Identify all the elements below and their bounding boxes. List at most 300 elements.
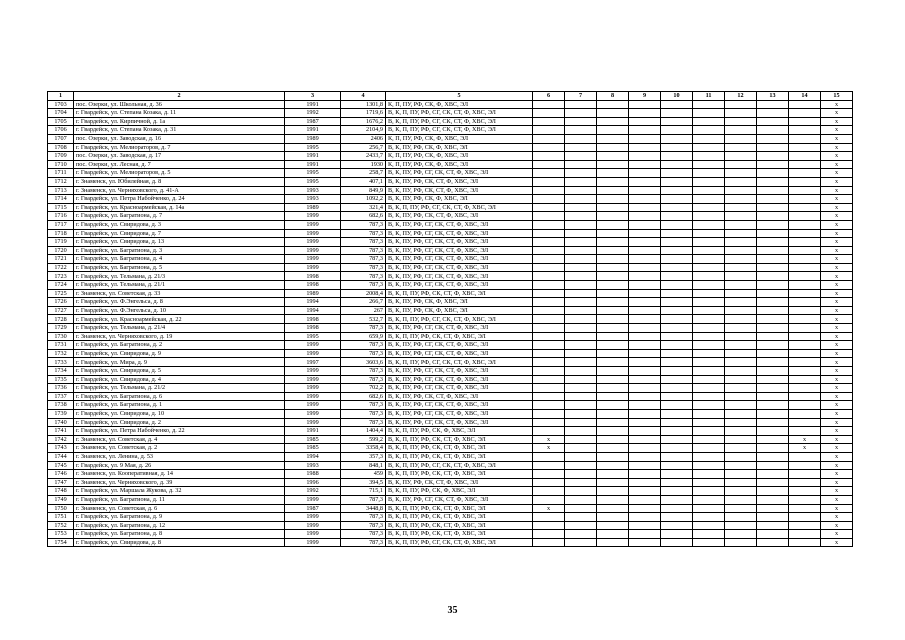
services-cell: В, К, П, ПУ, РФ, СГ, СК, СТ, Ф, ХВС, ЭЛ bbox=[386, 203, 533, 212]
mark-cell-col-12 bbox=[725, 306, 757, 315]
total-area-cell: 787,3 bbox=[341, 324, 386, 333]
mark-cell-col-11 bbox=[693, 427, 725, 436]
mark-cell-col-10 bbox=[661, 160, 693, 169]
mark-cell-col-15: x bbox=[821, 246, 853, 255]
address-cell: г. Гвардейск, ул. Петра Набойченко, д. 22 bbox=[74, 427, 285, 436]
mark-cell-col-8 bbox=[597, 220, 629, 229]
mark-cell-col-14 bbox=[789, 495, 821, 504]
services-cell: К, П, ПУ, РФ, СК, Ф, ХВС, ЭЛ bbox=[386, 100, 533, 109]
mark-cell-col-10 bbox=[661, 384, 693, 393]
mark-cell-col-11 bbox=[693, 229, 725, 238]
address-cell: г. Знаменск, ул. Черняховского, д. 41-А bbox=[74, 186, 285, 195]
mark-cell-col-6 bbox=[533, 384, 565, 393]
mark-cell-col-10 bbox=[661, 367, 693, 376]
mark-cell-col-14 bbox=[789, 263, 821, 272]
row-number-cell: 1746 bbox=[48, 470, 74, 479]
mark-cell-col-8 bbox=[597, 143, 629, 152]
mark-cell-col-11 bbox=[693, 487, 725, 496]
table-row bbox=[48, 160, 853, 169]
mark-cell-col-8 bbox=[597, 246, 629, 255]
mark-cell-col-10 bbox=[661, 315, 693, 324]
mark-cell-col-11 bbox=[693, 530, 725, 539]
services-cell: В, К, П, ПУ, РФ, СК, СТ, Ф, ХВС, ЭЛ bbox=[386, 332, 533, 341]
year-built-cell: 1999 bbox=[285, 349, 341, 358]
mark-cell-col-12 bbox=[725, 401, 757, 410]
mark-cell-col-14 bbox=[789, 134, 821, 143]
mark-cell-col-12 bbox=[725, 246, 757, 255]
mark-cell-col-13 bbox=[757, 281, 789, 290]
mark-cell-col-8 bbox=[597, 530, 629, 539]
mark-cell-col-9 bbox=[629, 186, 661, 195]
mark-cell-col-6 bbox=[533, 212, 565, 221]
row-number-cell: 1724 bbox=[48, 281, 74, 290]
table-row bbox=[48, 229, 853, 238]
mark-cell-col-8 bbox=[597, 401, 629, 410]
mark-cell-col-12 bbox=[725, 100, 757, 109]
mark-cell-col-12 bbox=[725, 298, 757, 307]
mark-cell-col-7 bbox=[565, 538, 597, 547]
mark-cell-col-10 bbox=[661, 349, 693, 358]
mark-cell-col-11 bbox=[693, 461, 725, 470]
address-cell: г. Гвардейск, ул. Ф.Энгельса, д. 10 bbox=[74, 306, 285, 315]
mark-cell-col-9 bbox=[629, 513, 661, 522]
year-built-cell: 1992 bbox=[285, 109, 341, 118]
mark-cell-col-6 bbox=[533, 521, 565, 530]
mark-cell-col-12 bbox=[725, 263, 757, 272]
table-row bbox=[48, 177, 853, 186]
mark-cell-col-10 bbox=[661, 109, 693, 118]
mark-cell-col-8 bbox=[597, 289, 629, 298]
mark-cell-col-13 bbox=[757, 418, 789, 427]
total-area-cell: 267 bbox=[341, 306, 386, 315]
mark-cell-col-13 bbox=[757, 315, 789, 324]
mark-cell-col-10 bbox=[661, 401, 693, 410]
mark-cell-col-10 bbox=[661, 169, 693, 178]
row-number-cell: 1715 bbox=[48, 203, 74, 212]
table-row bbox=[48, 169, 853, 178]
mark-cell-col-6 bbox=[533, 392, 565, 401]
row-number-cell: 1716 bbox=[48, 212, 74, 221]
year-built-cell: 1994 bbox=[285, 298, 341, 307]
mark-cell-col-10 bbox=[661, 478, 693, 487]
mark-cell-col-13 bbox=[757, 169, 789, 178]
mark-cell-col-15: x bbox=[821, 177, 853, 186]
mark-cell-col-15: x bbox=[821, 195, 853, 204]
mark-cell-col-9 bbox=[629, 367, 661, 376]
mark-cell-col-11 bbox=[693, 289, 725, 298]
year-built-cell: 1999 bbox=[285, 538, 341, 547]
total-area-cell: 1676,2 bbox=[341, 117, 386, 126]
mark-cell-col-13 bbox=[757, 367, 789, 376]
mark-cell-col-14 bbox=[789, 461, 821, 470]
mark-cell-col-10 bbox=[661, 487, 693, 496]
mark-cell-col-6 bbox=[533, 117, 565, 126]
row-number-cell: 1738 bbox=[48, 401, 74, 410]
total-area-cell: 787,3 bbox=[341, 409, 386, 418]
mark-cell-col-6: x bbox=[533, 435, 565, 444]
mark-cell-col-6 bbox=[533, 513, 565, 522]
mark-cell-col-13 bbox=[757, 444, 789, 453]
mark-cell-col-13 bbox=[757, 332, 789, 341]
mark-cell-col-8 bbox=[597, 195, 629, 204]
address-cell: г. Гвардейск, ул. Свиридова, д. 5 bbox=[74, 367, 285, 376]
table-row bbox=[48, 289, 853, 298]
services-cell: В, К, ПУ, РФ, СГ, СК, СТ, Ф, ХВС, ЭЛ bbox=[386, 367, 533, 376]
mark-cell-col-11 bbox=[693, 444, 725, 453]
row-number-cell: 1748 bbox=[48, 487, 74, 496]
address-cell: г. Гвардейск, ул. Свиридова, д. 13 bbox=[74, 238, 285, 247]
address-cell: г. Гвардейск, ул. Багратиона, д. 8 bbox=[74, 530, 285, 539]
mark-cell-col-9 bbox=[629, 281, 661, 290]
mark-cell-col-15: x bbox=[821, 444, 853, 453]
mark-cell-col-12 bbox=[725, 513, 757, 522]
mark-cell-col-11 bbox=[693, 332, 725, 341]
services-cell: В, К, П, ПУ, РФ, СК, СТ, Ф, ХВС, ЭЛ bbox=[386, 452, 533, 461]
mark-cell-col-10 bbox=[661, 530, 693, 539]
table-row bbox=[48, 109, 853, 118]
mark-cell-col-12 bbox=[725, 255, 757, 264]
row-number-cell: 1730 bbox=[48, 332, 74, 341]
mark-cell-col-11 bbox=[693, 349, 725, 358]
table-row bbox=[48, 478, 853, 487]
mark-cell-col-14 bbox=[789, 220, 821, 229]
mark-cell-col-11 bbox=[693, 521, 725, 530]
mark-cell-col-15: x bbox=[821, 315, 853, 324]
total-area-cell: 3448,8 bbox=[341, 504, 386, 513]
mark-cell-col-9 bbox=[629, 220, 661, 229]
mark-cell-col-11 bbox=[693, 298, 725, 307]
services-cell: В, К, ПУ, РФ, СГ, СК, СТ, Ф, ХВС, ЭЛ bbox=[386, 384, 533, 393]
mark-cell-col-9 bbox=[629, 332, 661, 341]
mark-cell-col-8 bbox=[597, 332, 629, 341]
table-row bbox=[48, 306, 853, 315]
row-number-cell: 1728 bbox=[48, 315, 74, 324]
row-number-cell: 1740 bbox=[48, 418, 74, 427]
mark-cell-col-15: x bbox=[821, 143, 853, 152]
table-row bbox=[48, 470, 853, 479]
mark-cell-col-10 bbox=[661, 435, 693, 444]
row-number-cell: 1731 bbox=[48, 341, 74, 350]
mark-cell-col-6 bbox=[533, 375, 565, 384]
mark-cell-col-10 bbox=[661, 255, 693, 264]
total-area-cell: 2433,7 bbox=[341, 152, 386, 161]
mark-cell-col-6 bbox=[533, 418, 565, 427]
mark-cell-col-7 bbox=[565, 452, 597, 461]
total-area-cell: 256,7 bbox=[341, 143, 386, 152]
mark-cell-col-15: x bbox=[821, 470, 853, 479]
mark-cell-col-13 bbox=[757, 289, 789, 298]
mark-cell-col-11 bbox=[693, 212, 725, 221]
table-row bbox=[48, 246, 853, 255]
services-cell: В, К, ПУ, РФ, СГ, СК, СТ, Ф, ХВС, ЭЛ bbox=[386, 495, 533, 504]
mark-cell-col-10 bbox=[661, 143, 693, 152]
mark-cell-col-10 bbox=[661, 504, 693, 513]
year-built-cell: 1999 bbox=[285, 341, 341, 350]
mark-cell-col-6 bbox=[533, 487, 565, 496]
year-built-cell: 1987 bbox=[285, 504, 341, 513]
mark-cell-col-13 bbox=[757, 409, 789, 418]
year-built-cell: 1998 bbox=[285, 315, 341, 324]
total-area-cell: 787,3 bbox=[341, 272, 386, 281]
address-cell: г. Гвардейск, ул. Степана Козака, д. 31 bbox=[74, 126, 285, 135]
table-row bbox=[48, 134, 853, 143]
mark-cell-col-9 bbox=[629, 212, 661, 221]
services-cell: В, К, П, ПУ, РФ, СК, Ф, ХВС, ЭЛ bbox=[386, 487, 533, 496]
mark-cell-col-10 bbox=[661, 186, 693, 195]
mark-cell-col-8 bbox=[597, 134, 629, 143]
mark-cell-col-9 bbox=[629, 298, 661, 307]
address-cell: г. Знаменск, ул. Черняховского, д. 39 bbox=[74, 478, 285, 487]
mark-cell-col-15: x bbox=[821, 306, 853, 315]
mark-cell-col-13 bbox=[757, 324, 789, 333]
address-cell: г. Знаменск, ул. Кооперативная, д. 14 bbox=[74, 470, 285, 479]
services-cell: В, К, ПУ, РФ, СГ, СК, СТ, Ф, ХВС, ЭЛ bbox=[386, 409, 533, 418]
mark-cell-col-7 bbox=[565, 384, 597, 393]
table-row bbox=[48, 444, 853, 453]
mark-cell-col-15: x bbox=[821, 220, 853, 229]
total-area-cell: 459 bbox=[341, 470, 386, 479]
total-area-cell: 715,1 bbox=[341, 487, 386, 496]
mark-cell-col-15: x bbox=[821, 186, 853, 195]
total-area-cell: 787,3 bbox=[341, 255, 386, 264]
mark-cell-col-15: x bbox=[821, 272, 853, 281]
mark-cell-col-6 bbox=[533, 367, 565, 376]
year-built-cell: 1999 bbox=[285, 263, 341, 272]
mark-cell-col-12 bbox=[725, 349, 757, 358]
mark-cell-col-6 bbox=[533, 263, 565, 272]
row-number-cell: 1749 bbox=[48, 495, 74, 504]
mark-cell-col-11 bbox=[693, 538, 725, 547]
mark-cell-col-6 bbox=[533, 169, 565, 178]
mark-cell-col-15: x bbox=[821, 487, 853, 496]
mark-cell-col-14 bbox=[789, 392, 821, 401]
mark-cell-col-10 bbox=[661, 513, 693, 522]
row-number-cell: 1718 bbox=[48, 229, 74, 238]
table-row bbox=[48, 238, 853, 247]
year-built-cell: 1998 bbox=[285, 272, 341, 281]
mark-cell-col-7 bbox=[565, 100, 597, 109]
mark-cell-col-13 bbox=[757, 195, 789, 204]
mark-cell-col-11 bbox=[693, 513, 725, 522]
address-cell: г. Гвардейск, ул. Тельмана, д. 21/2 bbox=[74, 384, 285, 393]
mark-cell-col-11 bbox=[693, 238, 725, 247]
total-area-cell: 787,3 bbox=[341, 349, 386, 358]
total-area-cell: 1404,4 bbox=[341, 427, 386, 436]
address-cell: г. Гвардейск, ул. Свиридова, д. 3 bbox=[74, 220, 285, 229]
mark-cell-col-7 bbox=[565, 435, 597, 444]
row-number-cell: 1710 bbox=[48, 160, 74, 169]
year-built-cell: 1991 bbox=[285, 427, 341, 436]
mark-cell-col-6 bbox=[533, 134, 565, 143]
mark-cell-col-14 bbox=[789, 341, 821, 350]
mark-cell-col-8 bbox=[597, 461, 629, 470]
mark-cell-col-6 bbox=[533, 203, 565, 212]
mark-cell-col-13 bbox=[757, 306, 789, 315]
year-built-cell: 1999 bbox=[285, 246, 341, 255]
mark-cell-col-6 bbox=[533, 186, 565, 195]
row-number-cell: 1714 bbox=[48, 195, 74, 204]
mark-cell-col-7 bbox=[565, 255, 597, 264]
mark-cell-col-15: x bbox=[821, 255, 853, 264]
column-header-11: 11 bbox=[693, 92, 725, 101]
mark-cell-col-7 bbox=[565, 392, 597, 401]
table-row bbox=[48, 538, 853, 547]
mark-cell-col-9 bbox=[629, 126, 661, 135]
address-cell: г. Знаменск, ул. Советская, д. 6 bbox=[74, 504, 285, 513]
mark-cell-col-9 bbox=[629, 246, 661, 255]
mark-cell-col-9 bbox=[629, 169, 661, 178]
mark-cell-col-15: x bbox=[821, 332, 853, 341]
mark-cell-col-8 bbox=[597, 470, 629, 479]
mark-cell-col-6 bbox=[533, 358, 565, 367]
mark-cell-col-15: x bbox=[821, 384, 853, 393]
mark-cell-col-8 bbox=[597, 186, 629, 195]
mark-cell-col-14 bbox=[789, 367, 821, 376]
mark-cell-col-14 bbox=[789, 195, 821, 204]
address-cell: г. Знаменск, ул. Советская, д. 4 bbox=[74, 435, 285, 444]
table-row bbox=[48, 504, 853, 513]
mark-cell-col-11 bbox=[693, 384, 725, 393]
mark-cell-col-15: x bbox=[821, 152, 853, 161]
address-cell: пос. Озерки, ул. Школьная, д. 36 bbox=[74, 100, 285, 109]
mark-cell-col-13 bbox=[757, 435, 789, 444]
mark-cell-col-9 bbox=[629, 117, 661, 126]
mark-cell-col-8 bbox=[597, 435, 629, 444]
mark-cell-col-6 bbox=[533, 349, 565, 358]
mark-cell-col-12 bbox=[725, 117, 757, 126]
mark-cell-col-6: x bbox=[533, 504, 565, 513]
table-row bbox=[48, 384, 853, 393]
mark-cell-col-7 bbox=[565, 281, 597, 290]
year-built-cell: 1989 bbox=[285, 203, 341, 212]
row-number-cell: 1743 bbox=[48, 444, 74, 453]
mark-cell-col-7 bbox=[565, 332, 597, 341]
mark-cell-col-10 bbox=[661, 177, 693, 186]
total-area-cell: 1930 bbox=[341, 160, 386, 169]
mark-cell-col-14 bbox=[789, 504, 821, 513]
row-number-cell: 1727 bbox=[48, 306, 74, 315]
address-cell: г. Гвардейск, ул. Мелиораторов, д. 7 bbox=[74, 143, 285, 152]
mark-cell-col-7 bbox=[565, 315, 597, 324]
year-built-cell: 1999 bbox=[285, 212, 341, 221]
mark-cell-col-8 bbox=[597, 349, 629, 358]
column-header-13: 13 bbox=[757, 92, 789, 101]
mark-cell-col-15: x bbox=[821, 478, 853, 487]
mark-cell-col-14 bbox=[789, 358, 821, 367]
mark-cell-col-14 bbox=[789, 160, 821, 169]
mark-cell-col-13 bbox=[757, 513, 789, 522]
mark-cell-col-13 bbox=[757, 220, 789, 229]
mark-cell-col-14 bbox=[789, 152, 821, 161]
page-number: 35 bbox=[447, 605, 458, 616]
mark-cell-col-14 bbox=[789, 246, 821, 255]
mark-cell-col-13 bbox=[757, 229, 789, 238]
column-header-1: 1 bbox=[48, 92, 74, 101]
mark-cell-col-14 bbox=[789, 324, 821, 333]
mark-cell-col-7 bbox=[565, 109, 597, 118]
column-header-6: 6 bbox=[533, 92, 565, 101]
mark-cell-col-9 bbox=[629, 521, 661, 530]
table-row bbox=[48, 332, 853, 341]
mark-cell-col-6 bbox=[533, 255, 565, 264]
year-built-cell: 1995 bbox=[285, 332, 341, 341]
year-built-cell: 1995 bbox=[285, 143, 341, 152]
mark-cell-col-6 bbox=[533, 332, 565, 341]
mark-cell-col-7 bbox=[565, 177, 597, 186]
row-number-cell: 1737 bbox=[48, 392, 74, 401]
mark-cell-col-9 bbox=[629, 143, 661, 152]
mark-cell-col-15: x bbox=[821, 281, 853, 290]
services-cell: В, К, П, ПУ, РФ, СК, СТ, Ф, ХВС, ЭЛ bbox=[386, 521, 533, 530]
mark-cell-col-9 bbox=[629, 315, 661, 324]
mark-cell-col-13 bbox=[757, 375, 789, 384]
services-cell: В, К, П, ПУ, РФ, СГ, СК, СТ, Ф, ХВС, ЭЛ bbox=[386, 358, 533, 367]
mark-cell-col-7 bbox=[565, 220, 597, 229]
mark-cell-col-11 bbox=[693, 281, 725, 290]
mark-cell-col-6 bbox=[533, 109, 565, 118]
mark-cell-col-15: x bbox=[821, 126, 853, 135]
total-area-cell: 849,9 bbox=[341, 186, 386, 195]
mark-cell-col-14 bbox=[789, 306, 821, 315]
year-built-cell: 1999 bbox=[285, 238, 341, 247]
mark-cell-col-9 bbox=[629, 444, 661, 453]
mark-cell-col-10 bbox=[661, 341, 693, 350]
mark-cell-col-6 bbox=[533, 177, 565, 186]
mark-cell-col-9 bbox=[629, 289, 661, 298]
services-cell: В, К, ПУ, РФ, СГ, СК, СТ, Ф, ХВС, ЭЛ bbox=[386, 375, 533, 384]
row-number-cell: 1725 bbox=[48, 289, 74, 298]
mark-cell-col-8 bbox=[597, 375, 629, 384]
total-area-cell: 2104,9 bbox=[341, 126, 386, 135]
mark-cell-col-13 bbox=[757, 504, 789, 513]
mark-cell-col-11 bbox=[693, 255, 725, 264]
mark-cell-col-8 bbox=[597, 341, 629, 350]
year-built-cell: 1994 bbox=[285, 306, 341, 315]
mark-cell-col-13 bbox=[757, 341, 789, 350]
mark-cell-col-8 bbox=[597, 478, 629, 487]
services-cell: В, К, П, ПУ, РФ, СК, СТ, Ф, ХВС, ЭЛ bbox=[386, 444, 533, 453]
row-number-cell: 1721 bbox=[48, 255, 74, 264]
mark-cell-col-12 bbox=[725, 538, 757, 547]
mark-cell-col-14 bbox=[789, 126, 821, 135]
mark-cell-col-12 bbox=[725, 238, 757, 247]
mark-cell-col-6 bbox=[533, 461, 565, 470]
mark-cell-col-13 bbox=[757, 495, 789, 504]
mark-cell-col-7 bbox=[565, 246, 597, 255]
mark-cell-col-9 bbox=[629, 195, 661, 204]
mark-cell-col-12 bbox=[725, 461, 757, 470]
mark-cell-col-9 bbox=[629, 401, 661, 410]
mark-cell-col-14 bbox=[789, 349, 821, 358]
mark-cell-col-6 bbox=[533, 324, 565, 333]
mark-cell-col-9 bbox=[629, 384, 661, 393]
row-number-cell: 1752 bbox=[48, 521, 74, 530]
table-row bbox=[48, 100, 853, 109]
mark-cell-col-11 bbox=[693, 478, 725, 487]
services-cell: В, К, ПУ, РФ, СК, СТ, Ф, ХВС, ЭЛ bbox=[386, 186, 533, 195]
mark-cell-col-9 bbox=[629, 375, 661, 384]
mark-cell-col-14 bbox=[789, 538, 821, 547]
mark-cell-col-10 bbox=[661, 212, 693, 221]
services-cell: В, К, ПУ, РФ, СК, СТ, Ф, ХВС, ЭЛ bbox=[386, 212, 533, 221]
year-built-cell: 1996 bbox=[285, 478, 341, 487]
table-row bbox=[48, 255, 853, 264]
table-row bbox=[48, 461, 853, 470]
mark-cell-col-11 bbox=[693, 203, 725, 212]
year-built-cell: 1999 bbox=[285, 367, 341, 376]
year-built-cell: 1993 bbox=[285, 186, 341, 195]
mark-cell-col-11 bbox=[693, 246, 725, 255]
